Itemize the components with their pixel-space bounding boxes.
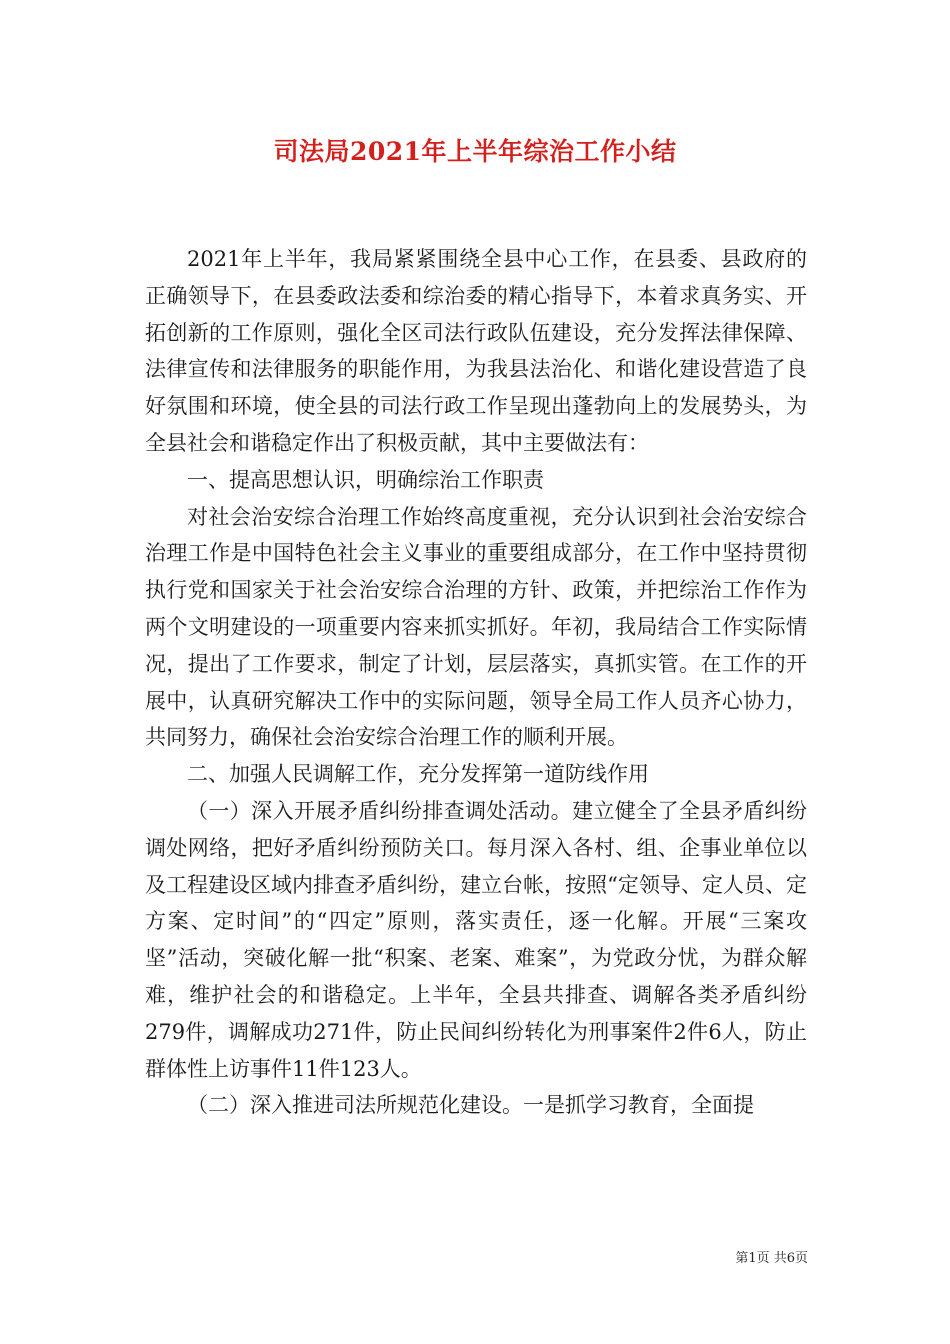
paragraph-subsection-1: （一）深入开展矛盾纠纷排查调处活动。建立健全了全县矛盾纠纷调处网络，把好矛盾纠纷预防关口。每月深入各村、组、企事业单位以及工程建设区域内排查矛盾纠纷，建立台帐，按照“定领导、定人员、定方案、定时间”的“四定”原则，落实责任，逐一化解。开展“三案攻坚”活动，突破化解一批“积案、老案、难案”，为党政分忧，为群众解难，维护社会的和谐稳定。上半年，全县共排查、调解各类矛盾纠纷279件，调解成功271件，防止民间纠纷转化为刑事案件2件6人，防止群体性上访事件11件123人。 bbox=[145, 798, 807, 1081]
section-heading-2: 二、加强人民调解工作，充分发挥第一道防线作用 bbox=[187, 762, 649, 787]
paragraph-intro: 2021年上半年，我局紧紧围绕全县中心工作，在县委、县政府的正确领导下，在县委政法委和综治委的精心指导下，本着求真务实、开拓创新的工作原则，强化全区司法行政队伍建设，充分发挥法律保障、法律宣传和法律服务的职能作用，为我县法治化、和谐化建设营造了良好氛围和环境，使全县的司法行政工作呈现出蓬勃向上的发展势头，为全县社会和谐稳定作出了积极贡献，其中主要做法有： bbox=[145, 247, 807, 455]
document-body bbox=[145, 241, 807, 1124]
paragraph-subsection-2: （二）深入推进司法所规范化建设。一是抓学习教育，全面提 bbox=[187, 1093, 754, 1118]
paragraph-section-1: 对社会治安综合治理工作始终高度重视，充分认识到社会治安综合治理工作是中国特色社会主义事业的重要组成部分，在工作中坚持贯彻执行党和国家关于社会治安综合治理的方针、政策，并把综治工作作为两个文明建设的一项重要内容来抓实抓好。年初，我局结合工作实际情况，提出了工作要求，制定了计划，层层落实，真抓实管。在工作的开展中，认真研究解决工作中的实际问题，领导全局工作人员齐心协力，共同努力，确保社会治安综合治理工作的顺利开展。 bbox=[145, 504, 807, 750]
page-title: 司法局2021年上半年综治工作小结 bbox=[273, 137, 677, 166]
page-number: 第1页 共6页 bbox=[735, 1251, 808, 1266]
section-heading-1: 一、提高思想认识，明确综治工作职责 bbox=[187, 467, 544, 492]
